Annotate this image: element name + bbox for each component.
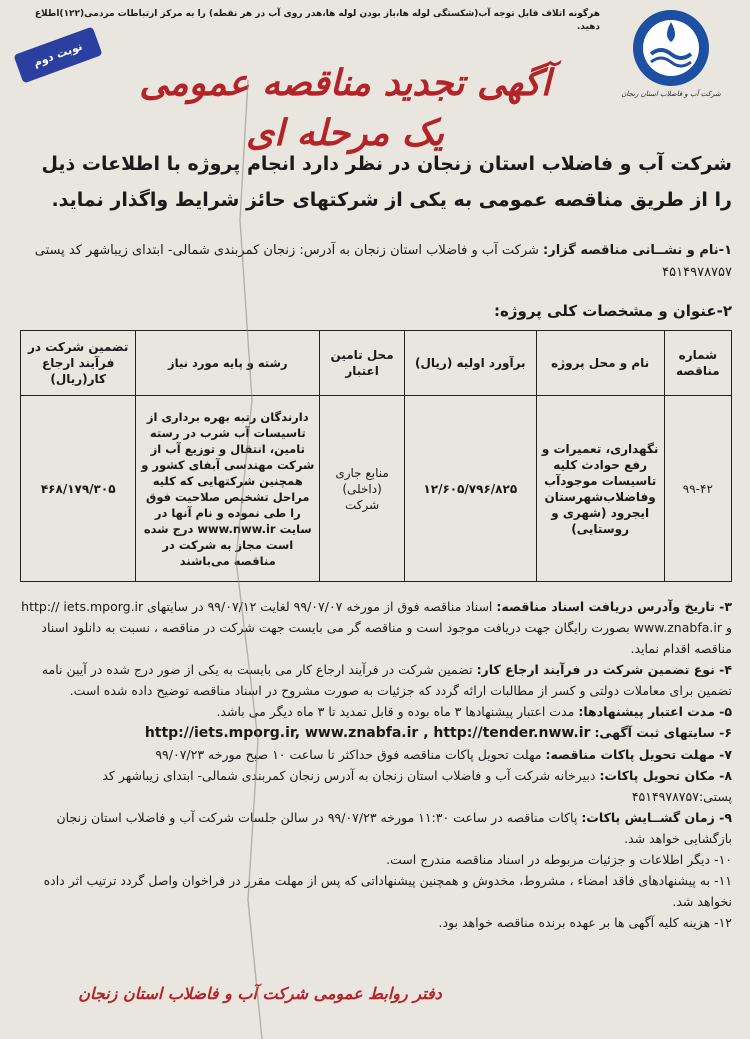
list-item (18, 870, 732, 912)
list-item (18, 659, 732, 701)
notice-items (18, 596, 732, 933)
list-item (18, 701, 732, 722)
cell-field: دارندگان رتبه بهره برداری از تاسیسات آب شرب در رسته تامین، انتقال و توزیع آب از شرکت مهندسی آبفای کشور و همچنین شرکتهایی که کلیه مراحل تشخیص صلاحیت فوق را طی نموده و نام آنها در سایت www.nww.ir درج شده است مجاز به شرکت در مناقصه می‌باشند (136, 396, 320, 582)
header-project-name: نام و محل پروژه (536, 331, 664, 396)
header-funding: محل تامین اعتبار (320, 331, 405, 396)
list-item (18, 849, 732, 870)
cell-project-name: نگهداری، تعمیرات و رفع حوادث کلیه تاسیسات موجودآب وفاضلاب‌شهرستان ایجرود (شهری و روستایی) (536, 396, 664, 582)
company-logo (606, 6, 736, 126)
list-item (18, 807, 732, 849)
cell-guarantee: ۴۶۸/۱۷۹/۳۰۵ (21, 396, 136, 582)
round-badge: نوبت دوم (13, 27, 102, 84)
item-heading: ۳- تاریخ وآدرس دریافت اسناد مناقصه: (496, 599, 732, 614)
item-heading: ۵- مدت اعتبار پیشنهادها: (578, 704, 732, 719)
item-text: ۱۲- هزینه کلیه آگهی ها بر عهده برنده مناقصه خواهد بود. (438, 915, 732, 930)
section-organizer-text: شرکت آب و فاضلاب استان زنجان به آدرس: زنجان کمربندی شمالی- ابتدای زیباشهر کد پستی ۴۵۱۴۹۷۸۷۵۷ (34, 243, 732, 280)
item-text: ۱۱- به پیشنهادهای فاقد امضاء ، مشروط، مخدوش و همچنین پیشنهاداتی که پس از مهلت مقرر در فراخوان واصل گردد ترتیب اثر داده نخواهد شد. (43, 873, 732, 909)
table-header-row (21, 331, 732, 396)
item-text: اسناد مناقصه فوق از مورخه ۹۹/۰۷/۰۷ لغایت ۹۹/۰۷/۱۲ در سایتهای http:// iets.mporg.ir و www.znabfa.ir بصورت رایگان جهت دریافت موجود است و مناقصه گر می بایست جهت شرکت در مناقصه ، نسبت به دانلود اسناد مناقصه اقدام نماید. (21, 599, 732, 656)
list-item (18, 596, 732, 659)
header-guarantee: تضمین شرکت در فرآیند ارجاع کار(ریال) (21, 331, 136, 396)
section-project-heading: ۲-عنوان و مشخصات کلی پروژه: (494, 302, 732, 320)
section-organizer-heading: ۱-نام و نشــانی مناقصه گزار: (543, 243, 732, 258)
list-item (18, 744, 732, 765)
item-heading: ۹- زمان گشــایش پاکات: (581, 810, 732, 825)
item-text: مدت اعتبار پیشنهادها ۳ ماه بوده و قابل تمدید تا ۳ ماه دیگر می باشد. (216, 704, 575, 719)
item-heading: ۷- مهلت تحویل پاکات مناقصه: (545, 747, 732, 762)
item-text: تضمین شرکت در فرآیند ارجاع کار می بایست به یکی از صور درج شده در آیین نامه تضمین برای معاملات دولتی و کسر از مطالبات ارائه گردد که جزئیات به صورت مشروح در اسناد مناقصه توضیح داده شده است. (41, 662, 732, 698)
item-heading: ۴- نوع تضمین شرکت در فرآیند ارجاع کار: (476, 662, 732, 677)
website-links[interactable]: http://iets.mporg.ir, www.znabfa.ir , http://tender.nww.ir (144, 725, 591, 741)
intro-paragraph: شرکت آب و فاضلاب استان زنجان در نظر دارد انجام پروژه با اطلاعات ذیل را از طریق مناقصه عمومی به یکی از شرکتهای حائز شرایط واگذار نماید. (41, 153, 732, 211)
item-heading: ۸- مکان تحویل پاکات: (599, 768, 732, 783)
item-text: دبیرخانه شرکت آب و فاضلاب استان زنجان به آدرس زنجان کمربندی شمالی- ابتدای زیباشهر کد پستی:۴۵۱۴۹۷۸۷۵۷ (102, 768, 732, 804)
list-item (18, 765, 732, 807)
item-text: ۱۰- دیگر اطلاعات و جزئیات مربوطه در اسناد مناقصه مندرج است. (386, 852, 732, 867)
water-waste-notice: هرگونه اتلاف قابل توجه آب(شکستگی لوله ها،باز بودن لوله ها،هدر روی آب در هر نقطه) را به مرکز ارتباطات مردمی(۱۲۲)اطلاع دهید. (34, 9, 600, 32)
cell-tender-number: ۹۹-۴۲ (664, 396, 731, 582)
cell-funding: منابع جاری (داخلی) شرکت (320, 396, 405, 582)
notice-headline: آگهی تجدید مناقصه عمومی یک مرحله ای (139, 62, 551, 154)
item-text: مهلت تحویل پاکات مناقصه فوق حداکثر تا ساعت ۱۰ صبح مورخه ۹۹/۰۷/۲۳ (155, 747, 542, 762)
cell-estimate: ۱۲/۶۰۵/۷۹۶/۸۲۵ (404, 396, 536, 582)
logo-caption: شرکت آب و فاضلاب استان زنجان (621, 90, 721, 98)
item-heading: ۶- سایتهای ثبت آگهی: (594, 725, 732, 740)
list-item (18, 722, 732, 744)
header-field: رشته و پایه مورد نیاز (136, 331, 320, 396)
footer-signature: دفتر روابط عمومی شرکت آب و فاضلاب استان زنجان (78, 984, 442, 1003)
water-drop-logo-icon (619, 6, 723, 90)
table-row (21, 396, 732, 582)
section-organizer (18, 240, 732, 284)
list-item (18, 912, 732, 933)
tender-table (20, 330, 732, 582)
header-estimate: برآورد اولیه (ریال) (404, 331, 536, 396)
item-text: پاکات مناقصه در ساعت ۱۱:۳۰ مورخه ۹۹/۰۷/۲۳ در سالن جلسات شرکت آب و فاضلاب استان زنجان بازگشایی خواهد شد. (56, 810, 732, 846)
header-tender-number: شماره مناقصه (664, 331, 731, 396)
